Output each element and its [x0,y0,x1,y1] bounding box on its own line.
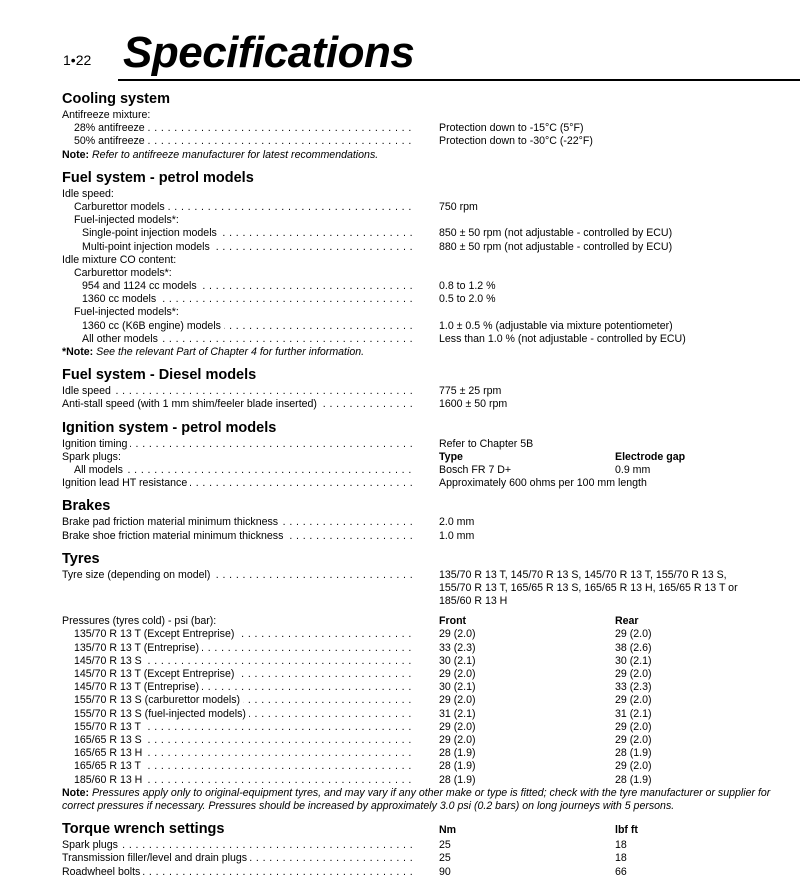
spec-label-text: All models [74,464,126,476]
spec-value: 0.5 to 2.0 % [439,293,496,306]
spec-row [62,293,800,306]
spec-value: 1600 ± 50 rpm [439,398,508,411]
spec-label [62,477,414,490]
spec-row [62,516,800,529]
spec-label-text: 145/70 R 13 T (Except Entreprise) [74,668,237,680]
spec-row [62,721,800,734]
spec-value: Approximately 600 ohms per 100 mm length [439,477,647,490]
spec-label-text: Idle mixture CO content: [62,254,179,266]
spec-label [62,569,414,582]
spec-label [62,438,414,451]
section-title: Ignition system - petrol models [62,419,277,436]
spec-value: 31 (2.1) [439,707,476,720]
spec-label-text: Brake pad friction material minimum thickness [62,516,281,528]
spec-value: Front [439,615,467,628]
note-text: See the relevant Part of Chapter 4 for further information. [93,346,365,359]
page-title: Specifications [123,28,415,77]
spec-label-text: Anti-stall speed (with 1 mm shim/feeler blade inserted) [62,398,320,410]
spec-value: 25 [439,839,451,852]
spec-label [62,398,414,411]
spec-value: 0.8 to 1.2 % [439,280,496,293]
spec-row [62,438,800,451]
spec-section [62,490,800,542]
spec-row [62,866,800,879]
spec-value: 775 ± 25 rpm [439,385,502,398]
spec-value: Bosch FR 7 D+ [439,463,512,476]
spec-label-text: 145/70 R 13 S [74,655,145,667]
spec-row [62,477,800,490]
spec-label [82,241,414,254]
spec-value-secondary: 29 (2.0) [615,694,652,707]
spec-row [62,188,800,201]
spec-label [74,760,414,773]
spec-value: 29 (2.0) [439,733,476,746]
section-gap [62,543,800,550]
spec-label [74,668,414,681]
spec-label-text [62,595,65,607]
column-header-nm: Nm [439,824,457,837]
spec-value-secondary: 29 (2.0) [615,733,652,746]
spec-label-text [62,582,65,594]
spec-label-text: Spark plugs [62,839,121,851]
spec-label-text: 185/60 R 13 H [74,774,145,786]
spec-label [74,306,414,319]
spec-value: 880 ± 50 rpm (not adjustable - controlled by ECU) [439,240,673,253]
section-gap [62,412,800,419]
spec-row [62,214,800,227]
spec-label [62,254,414,267]
spec-value: 30 (2.1) [439,681,476,694]
section-gap [62,813,800,820]
spec-value-secondary: 29 (2.0) [615,760,652,773]
spec-value-secondary: 28 (1.9) [615,773,652,786]
spec-label [74,655,414,668]
spec-label [74,464,414,477]
spec-label-text: 135/70 R 13 T (Entreprise) [74,642,202,654]
spec-row [62,398,800,411]
spec-label-text: Fuel-injected models*: [74,214,182,226]
spec-row [62,333,800,346]
spec-value-secondary: 33 (2.3) [615,681,652,694]
spec-label-text: Idle speed: [62,188,117,200]
spec-section [62,412,800,491]
spec-label [74,681,414,694]
spec-section [62,90,800,162]
spec-row [62,569,800,582]
spec-label-text: Multi-point injection models [82,241,213,253]
spec-label-text: Roadwheel bolts [62,866,143,878]
spec-row [62,655,800,668]
note-lead: Note: [62,786,90,799]
spec-label-text: 1360 cc models [82,293,159,305]
section-title: Fuel system - Diesel models [62,367,257,384]
spec-label-text: 954 and 1124 cc models [82,280,200,292]
note-text: Pressures apply only to original-equipment tyres, and may vary if any other make or type is fitted; check with the tyre manufacturer or supplier for correct pressures if necessary. Pressures should be increased by approximately 3.0 psi (0.2 bars) on long journeys with 5 persons. [62,786,771,812]
spec-label [62,188,414,201]
spec-row [62,385,800,398]
section-gap [62,359,800,366]
spec-label [62,530,414,543]
section-title: Torque wrench settings [62,821,225,838]
spec-row [62,464,800,477]
spec-value: 1.0 ± 0.5 % (adjustable via mixture potentiometer) [439,319,673,332]
spec-value: 2.0 mm [439,516,475,529]
spec-row [62,530,800,543]
spec-row [62,760,800,773]
section-title-row [62,169,800,188]
spec-value-secondary: 28 (1.9) [615,747,652,760]
spec-value-secondary: 31 (2.1) [615,707,652,720]
spec-label [62,866,414,879]
spec-row [62,668,800,681]
spec-label [74,122,414,135]
page-number: 1•22 [63,52,92,68]
spec-row [62,608,800,615]
spec-label [62,385,414,398]
spec-value-secondary: 38 (2.6) [615,641,652,654]
spec-value: 185/60 R 13 H [439,595,508,608]
section-title-row [62,366,800,385]
spec-label [74,747,414,760]
spec-value: Less than 1.0 % (not adjustable - controlled by ECU) [439,332,686,345]
section-title: Brakes [62,498,111,515]
spec-value: 29 (2.0) [439,628,476,641]
spec-label [74,201,414,214]
spec-section [62,359,800,411]
spec-label-text: Fuel-injected models*: [74,306,182,318]
spec-row [62,595,800,608]
spec-value: 750 rpm [439,200,478,213]
spec-row [62,254,800,267]
spec-label-text: All other models [82,333,161,345]
spec-label-text: Pressures (tyres cold) - psi (bar): [62,615,219,627]
spec-value: 29 (2.0) [439,668,476,681]
spec-label [74,734,414,747]
spec-label-text: Carburettor models*: [74,267,175,279]
spec-label [82,293,414,306]
section-title: Fuel system - petrol models [62,169,254,186]
spec-row [62,227,800,240]
spec-label-text: Single-point injection models [82,227,220,239]
section-note [62,346,800,359]
spec-row [62,109,800,122]
spec-value-secondary: 18 [615,839,627,852]
section-title-row [62,497,800,516]
spec-value: 90 [439,865,451,878]
spec-row [62,615,800,628]
spec-label [74,694,414,707]
spec-label-text: Transmission filler/level and drain plugs [62,852,250,864]
spec-section [62,813,800,879]
section-note [62,149,800,162]
spec-label [62,615,414,628]
page-header [0,0,800,82]
spec-value-secondary: 29 (2.0) [615,668,652,681]
spec-value: 30 (2.1) [439,654,476,667]
column-header-lbfft: lbf ft [615,824,638,837]
spec-label [62,595,414,608]
spec-value: 29 (2.0) [439,720,476,733]
spec-value: 155/70 R 13 T, 165/65 R 13 S, 165/65 R 13 H, 165/65 R 13 T or [439,581,738,594]
spec-value: Refer to Chapter 5B [439,437,534,450]
spec-row [62,747,800,760]
spec-label-text: 1360 cc (K6B engine) models [82,320,224,332]
spec-label-text: 50% antifreeze [74,135,148,147]
spec-value: 29 (2.0) [439,694,476,707]
section-title-row [62,820,800,839]
spec-label [74,708,414,721]
spec-value-secondary: Rear [615,615,639,628]
spec-label-text: 155/70 R 13 S (carburettor models) [74,694,243,706]
spec-label-text: Idle speed [62,385,114,397]
note-lead: *Note: [62,346,94,359]
spec-value-secondary: 0.9 mm [615,463,651,476]
section-title: Tyres [62,550,100,567]
spec-row [62,267,800,280]
spec-label-text: Spark plugs: [62,451,124,463]
spec-row [62,451,800,464]
spec-label [74,267,414,280]
spec-label [82,227,414,240]
spec-value: 25 [439,852,451,865]
spec-label [62,852,414,865]
spec-row [62,681,800,694]
spec-value-secondary: 18 [615,852,627,865]
spec-value: 850 ± 50 rpm (not adjustable - controlled by ECU) [439,227,673,240]
note-text: Refer to antifreeze manufacturer for latest recommendations. [89,148,379,161]
spec-label [82,280,414,293]
spec-label-text: 145/70 R 13 T (Entreprise) [74,681,202,693]
spec-label [74,214,414,227]
spec-label-text: 155/70 R 13 S (fuel-injected models) [74,708,249,720]
spec-label-text: 135/70 R 13 T (Except Entreprise) [74,628,237,640]
section-title-row [62,550,800,569]
section-title: Cooling system [62,91,170,107]
spec-row [62,135,800,148]
spec-label-text: 165/65 R 13 H [74,747,145,759]
spec-value: 33 (2.3) [439,641,476,654]
spec-label [82,320,414,333]
section-title-row [62,90,800,109]
spec-row [62,280,800,293]
spec-row [62,839,800,852]
spec-value: Protection down to -30°C (-22°F) [439,135,593,148]
spec-label [62,516,414,529]
section-note [62,787,800,813]
spec-value: 135/70 R 13 T, 145/70 R 13 S, 145/70 R 13 T, 155/70 R 13 S, [439,568,727,581]
spec-label [62,109,414,122]
spec-label [62,451,414,464]
spec-label [82,333,414,346]
spec-row [62,320,800,333]
spec-row [62,734,800,747]
spec-value: Protection down to -15°C (5°F) [439,122,584,135]
spec-value-secondary: Electrode gap [615,450,686,463]
spec-section [62,162,800,359]
spec-label-text: 165/65 R 13 T [74,760,144,772]
spec-row [62,201,800,214]
spec-row [62,241,800,254]
spec-value: 28 (1.9) [439,747,476,760]
spec-label-text: Brake shoe friction material minimum thickness [62,530,286,542]
spec-value-secondary: 30 (2.1) [615,654,652,667]
spec-row [62,642,800,655]
section-gap [62,162,800,169]
spec-value: 28 (1.9) [439,760,476,773]
spec-label [74,642,414,655]
spec-row [62,708,800,721]
note-lead: Note: [62,148,90,161]
spec-label-text: Carburettor models [74,201,168,213]
spec-label [62,839,414,852]
spec-label-text: 165/65 R 13 S [74,734,145,746]
spec-row [62,774,800,787]
spec-value-secondary: 29 (2.0) [615,720,652,733]
spec-label [74,135,414,148]
spec-label-text: 28% antifreeze [74,122,148,134]
spec-label [74,721,414,734]
spec-label-text: Tyre size (depending on model) [62,569,213,581]
spec-row [62,852,800,865]
spec-value: 28 (1.9) [439,773,476,786]
section-title-row [62,419,800,438]
spec-label [74,774,414,787]
section-gap [62,490,800,497]
spec-label [62,582,414,595]
spec-value: 1.0 mm [439,529,475,542]
spec-label [74,628,414,641]
spec-label-text: Ignition timing [62,438,130,450]
spec-label-text: 155/70 R 13 T [74,721,144,733]
spec-value-secondary: 29 (2.0) [615,628,652,641]
spec-row [62,628,800,641]
spec-label-text: Ignition lead HT resistance [62,477,190,489]
spec-value-secondary: 66 [615,865,627,878]
spec-label-text: Antifreeze mixture: [62,109,153,121]
spec-row [62,582,800,595]
spec-value: Type [439,450,463,463]
spec-row [62,694,800,707]
spec-row [62,306,800,319]
spec-row [62,122,800,135]
spec-section [62,543,800,813]
specifications-content [62,90,800,879]
header-rule [118,79,800,81]
